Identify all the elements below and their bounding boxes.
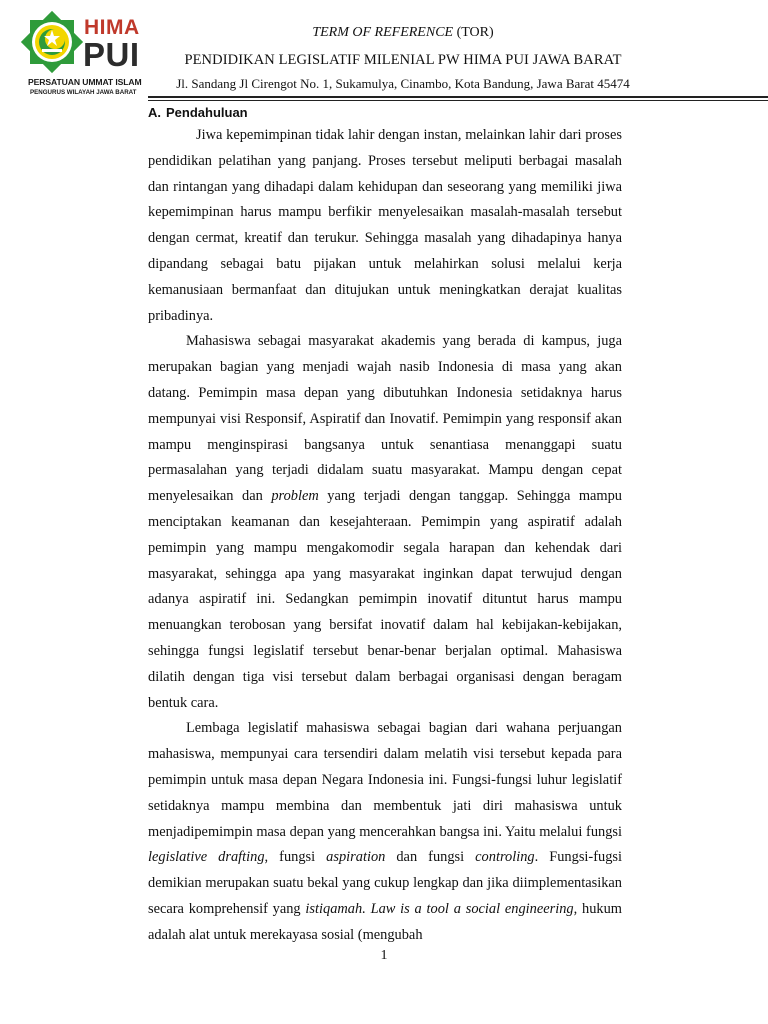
page-number: 1 xyxy=(380,948,388,963)
tor-italic-label: TERM OF REFERENCE xyxy=(312,25,454,40)
header-divider-thick xyxy=(148,96,768,98)
document-title: PENDIDIKAN LEGISLATIF MILENIAL PW HIMA PUI JAWA BARAT xyxy=(184,52,622,68)
logo-subtitle: PENGURUS WILAYAH JAWA BARAT xyxy=(30,89,137,96)
paragraph-1-text: Jiwa kepemimpinan tidak lahir dengan instan, melainkan lahir dari proses pendidikan pelatihan yang panjang. Proses tersebut meliputi berbagai masalah dan rintangan yang dihadapi dalam kehidupan dan seseorang yang memiliki jiwa kepemimpinan harus mampu berfikir menyelesaikan masalah-masalah tersebut dengan cermat, kreatif dan terukur. Sehingga masalah yang dihadapinya hanya dipandang sebagai batu pijakan untuk melahirkan solusi melalui kerja kemanusiaan bermanfaat dan ditujukan untuk meningkatkan derajat kualitas pribadinya. xyxy=(148,127,622,324)
paragraph-3-text-d: . Fungsi-fugsi demikian merupakan suatu bekal yang cukup lengkap dan jika diimplementasikan secara komprehensif yang xyxy=(148,849,622,917)
paragraph-3-italic-term-1: legislative drafting xyxy=(148,849,265,866)
paragraph-3-italic-term-4: istiqamah. Law is a tool a social engineering xyxy=(305,900,574,917)
body-text xyxy=(148,123,622,949)
organization-address: Jl. Sandang Jl Cirengot No. 1, Sukamulya, Cinambo, Kota Bandung, Jawa Barat 45474 xyxy=(176,76,630,91)
paragraph-2 xyxy=(148,329,622,716)
paragraph-2-text-a: Mahasiswa sebagai masyarakat akademis yang berada di kampus, juga merupakan bagian yang menjadi wajah nasib Indonesia di masa yang akan datang. Pemimpin masa depan yang dibutuhkan Indonesia setidaknya harus mempunyai visi Responsif, Aspiratif dan Inovatif. Pemimpin yang responsif akan mampu menginspirasi bangsanya untuk senantiasa menanggapi suatu permasalahan yang terjadi didalam suatu masyarakat. Mampu dengan cepat menyelesaikan dan xyxy=(148,333,622,505)
logo-pui-text: PUI xyxy=(83,36,140,73)
paragraph-2-text-b: yang terjadi dengan tanggap. Sehingga mampu menciptakan keamanan dan kesejahteraan. Pemimpin yang aspiratif adalah pemimpin yang mampu mengakomodir segala harapan dan kehendak dari masyarakat, sehingga apa yang masyarakat inginkan dapat terwujud dengan adanya aspiratif ini. Sedangkan pemimpin inovatif dituntut harus mampu menuangkan terobosan yang bersifat inovatif dalam hal kebijakan-kebijakan, sehingga fungsi legislatif tersebut benar-benar berjalan optimal. Mahasiswa dilatih dengan tiga visi tersebut dalam berbagai organisasi dengan beragam bentuk cara. xyxy=(148,488,623,711)
paragraph-3-text-e: , hukum adalah alat untuk merekayasa sosial (mengubah xyxy=(148,900,622,943)
paragraph-1 xyxy=(148,123,622,329)
tor-abbreviation: (TOR) xyxy=(456,25,494,40)
organization-emblem-icon xyxy=(20,10,84,74)
logo-organization-name: PERSATUAN UMMAT ISLAM xyxy=(28,77,142,87)
hima-pui-logo xyxy=(20,10,142,100)
paragraph-3 xyxy=(148,716,622,948)
section-heading xyxy=(148,105,248,120)
header-divider-thin xyxy=(148,100,768,101)
paragraph-2-italic-term: problem xyxy=(271,488,319,505)
paragraph-3-italic-term-2: aspiration xyxy=(326,849,386,866)
paragraph-3-text-a: Lembaga legislatif mahasiswa sebagai bagian dari wahana perjuangan mahasiswa, mempunyai cara tersendiri dalam melatih visi tersebut kepada para pemimpin untuk masa depan Negara Indonesia ini. Fungsi-fungsi luhur legislatif setidaknya mampu membina dan membentuk jati diri mahasiswa untuk menjadipemimpin masa depan yang mencerahkan bangsa ini. Yaitu melalui fungsi xyxy=(148,720,622,840)
logo-hima-text: HIMA xyxy=(84,16,140,39)
paragraph-3-text-b: , fungsi xyxy=(264,849,327,866)
paragraph-3-text-c: dan fungsi xyxy=(385,849,476,866)
section-number: A. xyxy=(148,105,161,120)
document-type-heading xyxy=(146,25,660,41)
paragraph-3-italic-term-3: controling xyxy=(475,849,535,866)
section-title: Pendahuluan xyxy=(166,105,248,120)
